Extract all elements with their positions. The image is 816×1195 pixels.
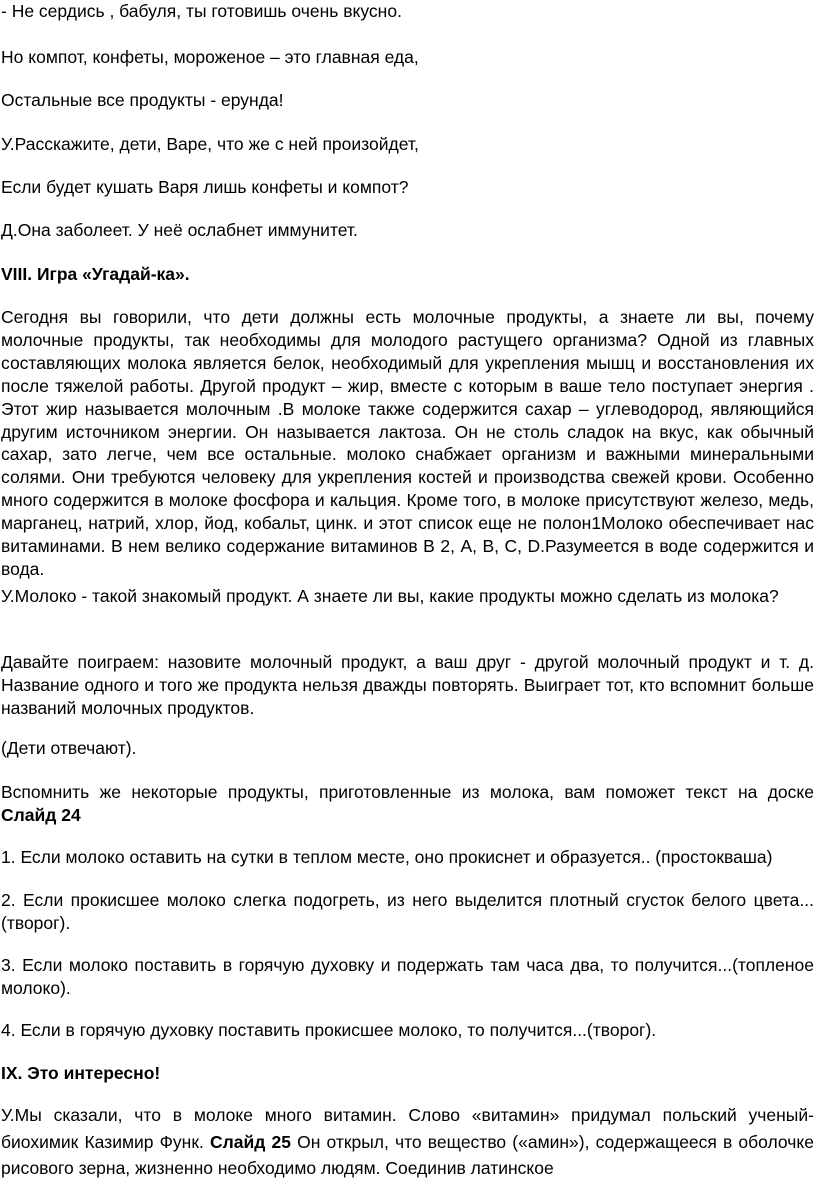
teacher-line-1: У.Расскажите, дети, Варе, что же с ней произойдет, [1, 134, 419, 154]
verse-line-1: - Не сердись , бабуля, ты готовишь очень вкусно. [1, 1, 402, 21]
section-heading-ix: IX. Это интересно! [1, 1063, 161, 1083]
recall-paragraph [1, 781, 814, 827]
verse-line-5: Если будет кушать Варя лишь конфеты и компот? [1, 177, 409, 197]
final-paragraph [1, 1102, 814, 1182]
game-paragraph: Давайте поиграем: назовите молочный продукт, а ваш друг - другой молочный продукт и т. д. Название одного и того же продукта нельзя дважды повторять. Выиграет тот, кто вспомнит больше названий молочных продуктов. [1, 652, 814, 718]
section-heading-viii: VIII. Игра «Угадай-ка». [1, 264, 190, 284]
recall-text: Вспомнить же некоторые продукты, приготовленные из молока, вам поможет текст на доске [1, 782, 814, 802]
children-answer-line: Д.Она заболеет. У неё ослабнет иммунитет. [1, 220, 358, 240]
slide-24-label: Слайд 24 [1, 804, 81, 825]
verse-line-3: Остальные все продукты - ерунда! [1, 90, 284, 110]
riddle-item-3: 3. Если молоко поставить в горячую духовку и подержать там часа два, то получится...(топленое молоко). [1, 955, 814, 998]
riddle-item-4: 4. Если в горячую духовку поставить прокисшее молоко, то получится...(творог). [1, 1020, 657, 1040]
verse-line-2: Но компот, конфеты, мороженое – это главная еда, [1, 47, 419, 67]
final-text-part-2: Он открыл, что вещество («амин»), содержащееся в оболочке рисового зерна, жизненно необходимо людям. Соединив латинское [1, 1131, 814, 1178]
question-paragraph: У.Молоко - такой знакомый продукт. А знаете ли вы, какие продукты можно сделать из молока? [1, 586, 779, 606]
final-text-part-1: У.Мы сказали, что в молоке много витамин. Слово «витамин» придумал польский ученый-биохимик Казимир Функ. [1, 1105, 814, 1152]
riddle-item-2: 2. Если прокисшее молоко слегка подогреть, из него выделится плотный сгусток белого цвета... (творог). [1, 890, 814, 933]
milk-info-paragraph: Сегодня вы говорили, что дети должны есть молочные продукты, а знаете ли вы, почему молочные продукты, так необходимы для молодого растущего организма? Одной из главных составляющих молока является белок, необходимый для укрепления мышц и восстановления их после тяжелой работы. Другой продукт – жир, вместе с которым в ваше тело поступает энергия . Этот жир называется молочным .В молоке также содержится сахар – углеводород, являющийся другим источником энергии. Он называется лактоза. Он не столь сладок на вкус, как обычный сахар, зато легче, чем все остальные. молоко снабжает организм и важными минеральными солями. Они требуются человеку для укрепления костей и производства свежей крови. Особенно много содержится в молоке фосфора и кальция. Кроме того, в молоке присутствуют железо, медь, марганец, натрий, хлор, йод, кобальт, цинк. и этот список еще не полон1Молоко обеспечивает нас витаминами. В нем велико содержание витаминов В 2, А, В, С, D.Разумеется в воде содержится и вода. [1, 307, 814, 579]
riddle-item-1: 1. Если молоко оставить на сутки в теплом месте, оно прокиснет и образуется.. (простокваша) [1, 847, 773, 867]
children-respond-line: (Дети отвечают). [1, 738, 137, 758]
slide-25-label: Слайд 25 [210, 1131, 291, 1152]
